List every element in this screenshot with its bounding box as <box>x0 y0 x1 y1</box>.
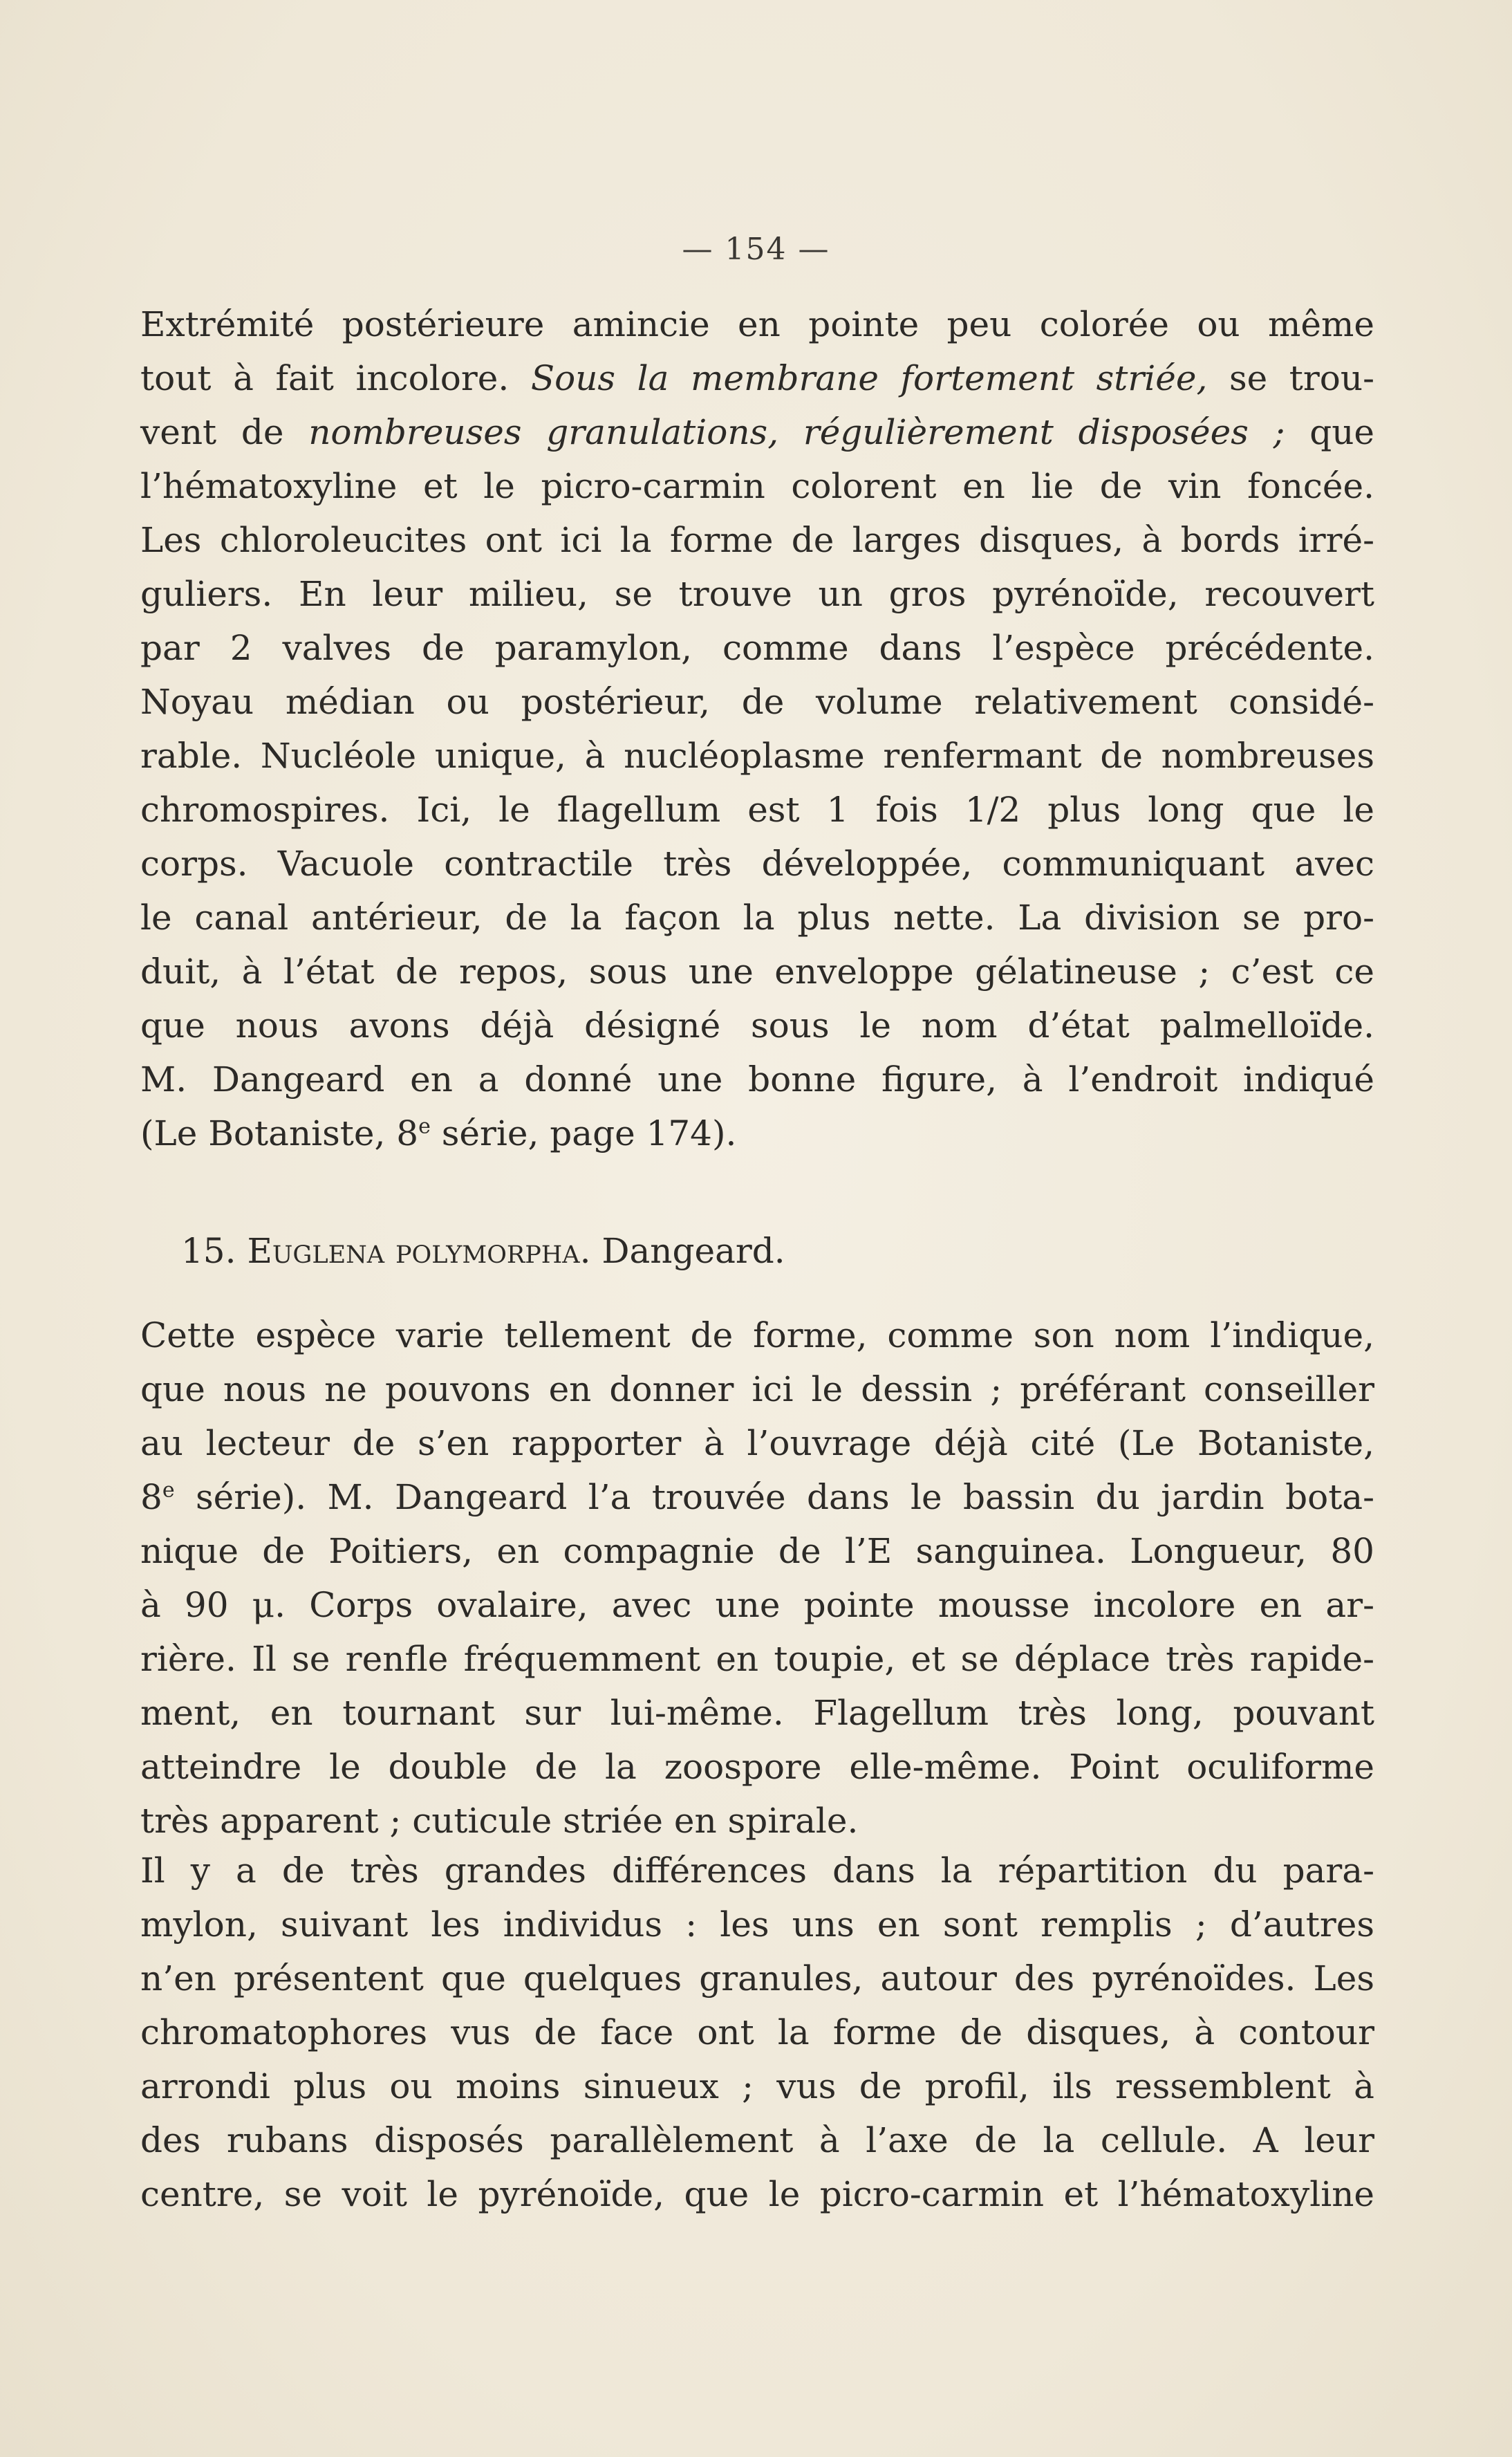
heading-author: Dangeard. <box>601 1231 785 1271</box>
text-line: centre, se voit le pyrénoïde, que le picro-carmin et l’hématoxyline <box>140 2174 1374 2214</box>
text-line: M. Dangeard en a donné une bonne figure, à l’endroit indiqué <box>140 1059 1374 1100</box>
species-heading <box>181 1224 785 1278</box>
text-line: duit, à l’état de repos, sous une enveloppe gélatineuse ; c’est ce <box>140 952 1374 992</box>
text-line: par 2 valves de paramylon, comme dans l’espèce précédente. <box>140 628 1374 668</box>
text-line: rable. Nucléole unique, à nucléoplasme renfermant de nombreuses <box>140 736 1374 776</box>
text-line: Cette espèce varie tellement de forme, comme son nom l’indique, <box>140 1315 1374 1355</box>
heading-number: 15. <box>181 1231 236 1271</box>
paragraph-1 <box>140 297 1374 1160</box>
text-line: 8e série). M. Dangeard l’a trouvée dans le bassin du jardin bota- <box>140 1477 1374 1517</box>
text-line: mylon, suivant les individus : les uns en sont remplis ; d’autres <box>140 1904 1374 1945</box>
paragraph-3 <box>140 1844 1374 2221</box>
text-line: nique de Poitiers, en compagnie de l’E sanguinea. Longueur, 80 <box>140 1531 1374 1571</box>
text-line: à 90 μ. Corps ovalaire, avec une pointe mousse incolore en ar- <box>140 1585 1374 1625</box>
text-line: rière. Il se renfle fréquemment en toupie, et se déplace très rapide- <box>140 1639 1374 1679</box>
text-line: Noyau médian ou postérieur, de volume relativement considé- <box>140 682 1374 722</box>
text-line: guliers. En leur milieu, se trouve un gros pyrénoïde, recouvert <box>140 574 1374 614</box>
text-line: Il y a de très grandes différences dans la répartition du para- <box>140 1851 1374 1891</box>
text-line: vent de nombreuses granulations, régulièrement disposées ; que <box>140 412 1374 452</box>
text-line: (Le Botaniste, 8e série, page 174). <box>140 1113 737 1153</box>
text-line: très apparent ; cuticule striée en spirale. <box>140 1801 859 1841</box>
text-line: chromospires. Ici, le flagellum est 1 fois 1/2 plus long que le <box>140 790 1374 830</box>
text-line: atteindre le double de la zoospore elle-même. Point oculiforme <box>140 1747 1374 1787</box>
text-line: que nous avons déjà désigné sous le nom d’état palmelloïde. <box>140 1005 1374 1046</box>
text-line: des rubans disposés parallèlement à l’axe de la cellule. A leur <box>140 2120 1374 2160</box>
page-number: — 154 — <box>682 232 830 267</box>
heading-species: polymorpha. <box>395 1231 591 1271</box>
text-line: Les chloroleucites ont ici la forme de larges disques, à bords irré- <box>140 520 1374 560</box>
text-line: l’hématoxyline et le picro-carmin colorent en lie de vin foncée. <box>140 466 1374 506</box>
text-line: corps. Vacuole contractile très développée, communiquant avec <box>140 844 1374 884</box>
text-line: au lecteur de s’en rapporter à l’ouvrage déjà cité (Le Botaniste, <box>140 1423 1374 1463</box>
text-line: tout à fait incolore. Sous la membrane fortement striée, se trou- <box>140 358 1374 398</box>
text-line: arrondi plus ou moins sinueux ; vus de profil, ils ressemblent à <box>140 2066 1374 2106</box>
paragraph-2 <box>140 1308 1374 1848</box>
text-line: n’en présentent que quelques granules, autour des pyrénoïdes. Les <box>140 1958 1374 1999</box>
text-line: Extrémité postérieure amincie en pointe peu colorée ou même <box>140 304 1374 344</box>
text-line: ment, en tournant sur lui-même. Flagellum très long, pouvant <box>140 1693 1374 1733</box>
heading-genus: Euglena <box>247 1231 385 1271</box>
text-line: que nous ne pouvons en donner ici le dessin ; préférant conseiller <box>140 1369 1374 1409</box>
text-line: le canal antérieur, de la façon la plus nette. La division se pro- <box>140 898 1374 938</box>
text-line: chromatophores vus de face ont la forme de disques, à contour <box>140 2012 1374 2052</box>
